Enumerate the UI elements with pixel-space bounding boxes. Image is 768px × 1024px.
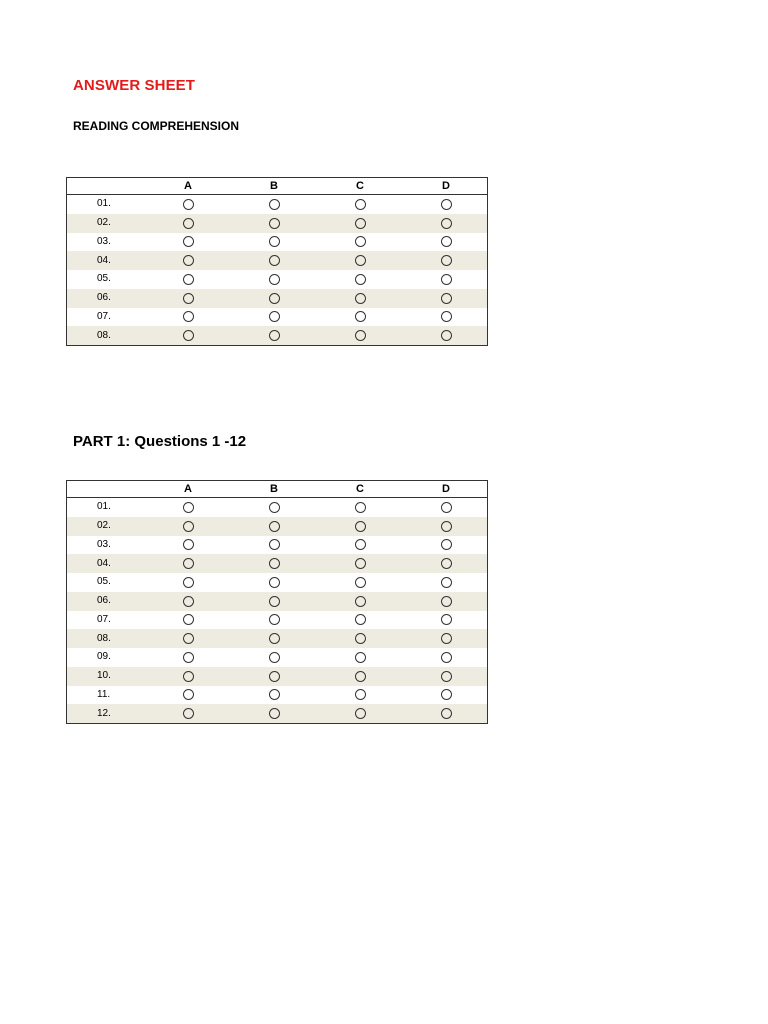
answer-row xyxy=(67,308,487,327)
option-cell xyxy=(144,539,230,550)
answer-row xyxy=(67,498,487,517)
question-number: 12. xyxy=(97,707,111,719)
answer-bubble-b[interactable] xyxy=(269,330,280,341)
option-cell xyxy=(402,293,488,304)
answer-bubble-d[interactable] xyxy=(441,255,452,266)
answer-bubble-b[interactable] xyxy=(269,671,280,682)
option-cell xyxy=(316,614,402,625)
option-cell xyxy=(144,311,230,322)
option-cell xyxy=(402,521,488,532)
option-cell xyxy=(230,577,316,588)
answer-bubble-a[interactable] xyxy=(183,577,194,588)
question-number: 01. xyxy=(97,198,111,210)
option-cell xyxy=(316,255,402,266)
option-cell xyxy=(402,614,488,625)
answer-row xyxy=(67,667,487,686)
answer-bubble-d[interactable] xyxy=(441,596,452,607)
answer-bubble-c[interactable] xyxy=(355,255,366,266)
answer-bubble-c[interactable] xyxy=(355,236,366,247)
answer-bubble-c[interactable] xyxy=(355,521,366,532)
page-title: ANSWER SHEET xyxy=(73,77,196,94)
option-header-d: D xyxy=(442,179,450,192)
answer-bubble-b[interactable] xyxy=(269,293,280,304)
option-cell xyxy=(144,596,230,607)
option-cell xyxy=(144,689,230,700)
option-cell xyxy=(144,330,230,341)
option-cell xyxy=(402,330,488,341)
answer-bubble-a[interactable] xyxy=(183,236,194,247)
answer-row xyxy=(67,214,487,233)
option-header-d: D xyxy=(442,482,450,495)
option-cell xyxy=(316,293,402,304)
answer-bubble-c[interactable] xyxy=(355,311,366,322)
question-number: 08. xyxy=(97,632,111,644)
question-number: 02. xyxy=(97,217,111,229)
answer-bubble-d[interactable] xyxy=(441,708,452,719)
answer-bubble-c[interactable] xyxy=(355,330,366,341)
answer-bubble-d[interactable] xyxy=(441,689,452,700)
question-number: 03. xyxy=(97,538,111,550)
answer-bubble-d[interactable] xyxy=(441,558,452,569)
section-subtitle: READING COMPREHENSION xyxy=(73,119,240,133)
option-cell xyxy=(144,502,230,513)
option-cell xyxy=(316,558,402,569)
answer-bubble-c[interactable] xyxy=(355,539,366,550)
option-cell xyxy=(144,708,230,719)
answer-bubble-b[interactable] xyxy=(269,218,280,229)
option-cell xyxy=(316,330,402,341)
question-number: 05. xyxy=(97,576,111,588)
answer-bubble-d[interactable] xyxy=(441,330,452,341)
option-cell xyxy=(230,539,316,550)
answer-bubble-d[interactable] xyxy=(441,236,452,247)
answer-bubble-a[interactable] xyxy=(183,330,194,341)
question-number: 03. xyxy=(97,235,111,247)
answer-bubble-a[interactable] xyxy=(183,596,194,607)
question-number: 04. xyxy=(97,557,111,569)
option-cell xyxy=(144,652,230,663)
answer-bubble-b[interactable] xyxy=(269,633,280,644)
answer-bubble-c[interactable] xyxy=(355,708,366,719)
answer-bubble-b[interactable] xyxy=(269,558,280,569)
answer-bubble-d[interactable] xyxy=(441,293,452,304)
answer-bubble-b[interactable] xyxy=(269,502,280,513)
answer-bubble-d[interactable] xyxy=(441,652,452,663)
answer-bubble-a[interactable] xyxy=(183,689,194,700)
answer-bubble-d[interactable] xyxy=(441,671,452,682)
answer-bubble-b[interactable] xyxy=(269,539,280,550)
question-number: 04. xyxy=(97,254,111,266)
option-cell xyxy=(316,689,402,700)
option-cell xyxy=(230,521,316,532)
option-cell xyxy=(230,255,316,266)
answer-bubble-c[interactable] xyxy=(355,218,366,229)
answer-bubble-a[interactable] xyxy=(183,311,194,322)
answer-row xyxy=(67,270,487,289)
answer-row xyxy=(67,686,487,705)
option-cell xyxy=(316,633,402,644)
answer-bubble-d[interactable] xyxy=(441,218,452,229)
option-cell xyxy=(144,293,230,304)
answer-bubble-d[interactable] xyxy=(441,311,452,322)
question-number: 11. xyxy=(97,688,111,700)
option-cell xyxy=(402,218,488,229)
answer-bubble-c[interactable] xyxy=(355,596,366,607)
option-header-b: B xyxy=(270,179,278,192)
option-header-a: A xyxy=(184,179,192,192)
answer-bubble-a[interactable] xyxy=(183,502,194,513)
answer-bubble-c[interactable] xyxy=(355,274,366,285)
answer-bubble-b[interactable] xyxy=(269,708,280,719)
answer-bubble-b[interactable] xyxy=(269,311,280,322)
answer-bubble-a[interactable] xyxy=(183,652,194,663)
option-cell xyxy=(316,708,402,719)
answer-bubble-c[interactable] xyxy=(355,577,366,588)
answer-bubble-a[interactable] xyxy=(183,633,194,644)
option-cell xyxy=(316,311,402,322)
option-cell xyxy=(316,274,402,285)
answer-bubble-a[interactable] xyxy=(183,293,194,304)
answer-bubble-c[interactable] xyxy=(355,614,366,625)
answer-bubble-c[interactable] xyxy=(355,689,366,700)
answer-bubble-c[interactable] xyxy=(355,502,366,513)
option-header-c: C xyxy=(356,179,364,192)
answer-bubble-d[interactable] xyxy=(441,274,452,285)
option-cell xyxy=(144,236,230,247)
option-cell xyxy=(230,652,316,663)
answer-bubble-b[interactable] xyxy=(269,255,280,266)
option-cell xyxy=(316,218,402,229)
option-header-b: B xyxy=(270,482,278,495)
answer-bubble-a[interactable] xyxy=(183,274,194,285)
option-cell xyxy=(144,199,230,210)
option-cell xyxy=(316,577,402,588)
answer-bubble-a[interactable] xyxy=(183,539,194,550)
option-cell xyxy=(144,274,230,285)
question-number: 08. xyxy=(97,329,111,341)
answer-row xyxy=(67,195,487,214)
option-cell xyxy=(402,708,488,719)
part1-answer-grid xyxy=(66,480,488,724)
answer-bubble-a[interactable] xyxy=(183,199,194,210)
option-cell xyxy=(402,311,488,322)
option-cell xyxy=(230,311,316,322)
option-cell xyxy=(230,274,316,285)
part1-heading: PART 1: Questions 1 -12 xyxy=(73,433,247,450)
answer-row xyxy=(67,251,487,270)
option-cell xyxy=(402,558,488,569)
option-cell xyxy=(144,255,230,266)
option-cell xyxy=(402,236,488,247)
option-cell xyxy=(316,671,402,682)
question-number: 01. xyxy=(97,501,111,513)
option-cell xyxy=(402,596,488,607)
answer-bubble-b[interactable] xyxy=(269,596,280,607)
option-cell xyxy=(402,255,488,266)
option-cell xyxy=(316,199,402,210)
answer-row xyxy=(67,326,487,345)
answer-row xyxy=(67,592,487,611)
question-number: 06. xyxy=(97,292,111,304)
answer-bubble-d[interactable] xyxy=(441,521,452,532)
option-cell xyxy=(230,614,316,625)
question-number: 07. xyxy=(97,613,111,625)
answer-bubble-a[interactable] xyxy=(183,671,194,682)
answer-bubble-c[interactable] xyxy=(355,652,366,663)
answer-bubble-c[interactable] xyxy=(355,199,366,210)
option-cell xyxy=(230,502,316,513)
option-cell xyxy=(144,577,230,588)
answer-bubble-d[interactable] xyxy=(441,199,452,210)
option-cell xyxy=(316,652,402,663)
option-cell xyxy=(402,689,488,700)
answer-bubble-b[interactable] xyxy=(269,236,280,247)
answer-bubble-d[interactable] xyxy=(441,577,452,588)
option-cell xyxy=(402,633,488,644)
option-cell xyxy=(144,521,230,532)
option-cell xyxy=(144,558,230,569)
answer-bubble-a[interactable] xyxy=(183,708,194,719)
option-cell xyxy=(316,539,402,550)
option-cell xyxy=(402,199,488,210)
option-cell xyxy=(144,633,230,644)
answer-row xyxy=(67,289,487,308)
option-cell xyxy=(144,218,230,229)
option-cell xyxy=(230,218,316,229)
answer-row xyxy=(67,517,487,536)
grid-header-row xyxy=(67,481,487,498)
answer-bubble-b[interactable] xyxy=(269,274,280,285)
option-cell xyxy=(316,521,402,532)
answer-bubble-d[interactable] xyxy=(441,539,452,550)
answer-bubble-a[interactable] xyxy=(183,218,194,229)
answer-row xyxy=(67,554,487,573)
option-header-a: A xyxy=(184,482,192,495)
answer-row xyxy=(67,536,487,555)
question-number: 06. xyxy=(97,595,111,607)
option-cell xyxy=(230,689,316,700)
answer-bubble-b[interactable] xyxy=(269,614,280,625)
answer-row xyxy=(67,573,487,592)
option-cell xyxy=(316,596,402,607)
answer-bubble-c[interactable] xyxy=(355,633,366,644)
answer-row xyxy=(67,233,487,252)
option-cell xyxy=(402,274,488,285)
option-cell xyxy=(230,293,316,304)
reading-comprehension-answer-grid xyxy=(66,177,488,346)
option-cell xyxy=(402,671,488,682)
option-cell xyxy=(230,236,316,247)
option-cell xyxy=(230,633,316,644)
answer-bubble-a[interactable] xyxy=(183,521,194,532)
answer-bubble-d[interactable] xyxy=(441,614,452,625)
option-cell xyxy=(230,708,316,719)
question-number: 09. xyxy=(97,651,111,663)
option-cell xyxy=(316,502,402,513)
question-number: 10. xyxy=(97,670,111,682)
answer-bubble-a[interactable] xyxy=(183,558,194,569)
option-header-c: C xyxy=(356,482,364,495)
grid-header-row xyxy=(67,178,487,195)
option-cell xyxy=(402,577,488,588)
answer-bubble-a[interactable] xyxy=(183,255,194,266)
option-cell xyxy=(402,652,488,663)
question-number: 07. xyxy=(97,310,111,322)
answer-row xyxy=(67,611,487,630)
answer-bubble-c[interactable] xyxy=(355,558,366,569)
option-cell xyxy=(402,502,488,513)
answer-bubble-b[interactable] xyxy=(269,652,280,663)
option-cell xyxy=(230,596,316,607)
option-cell xyxy=(230,330,316,341)
option-cell xyxy=(230,558,316,569)
answer-row xyxy=(67,704,487,723)
question-number: 02. xyxy=(97,520,111,532)
option-cell xyxy=(230,671,316,682)
option-cell xyxy=(144,614,230,625)
option-cell xyxy=(144,671,230,682)
answer-bubble-d[interactable] xyxy=(441,502,452,513)
option-cell xyxy=(402,539,488,550)
answer-bubble-b[interactable] xyxy=(269,521,280,532)
answer-bubble-b[interactable] xyxy=(269,689,280,700)
question-number: 05. xyxy=(97,273,111,285)
answer-bubble-b[interactable] xyxy=(269,199,280,210)
answer-row xyxy=(67,629,487,648)
answer-bubble-c[interactable] xyxy=(355,671,366,682)
answer-row xyxy=(67,648,487,667)
answer-bubble-b[interactable] xyxy=(269,577,280,588)
option-cell xyxy=(316,236,402,247)
answer-bubble-c[interactable] xyxy=(355,293,366,304)
answer-bubble-a[interactable] xyxy=(183,614,194,625)
option-cell xyxy=(230,199,316,210)
answer-bubble-d[interactable] xyxy=(441,633,452,644)
